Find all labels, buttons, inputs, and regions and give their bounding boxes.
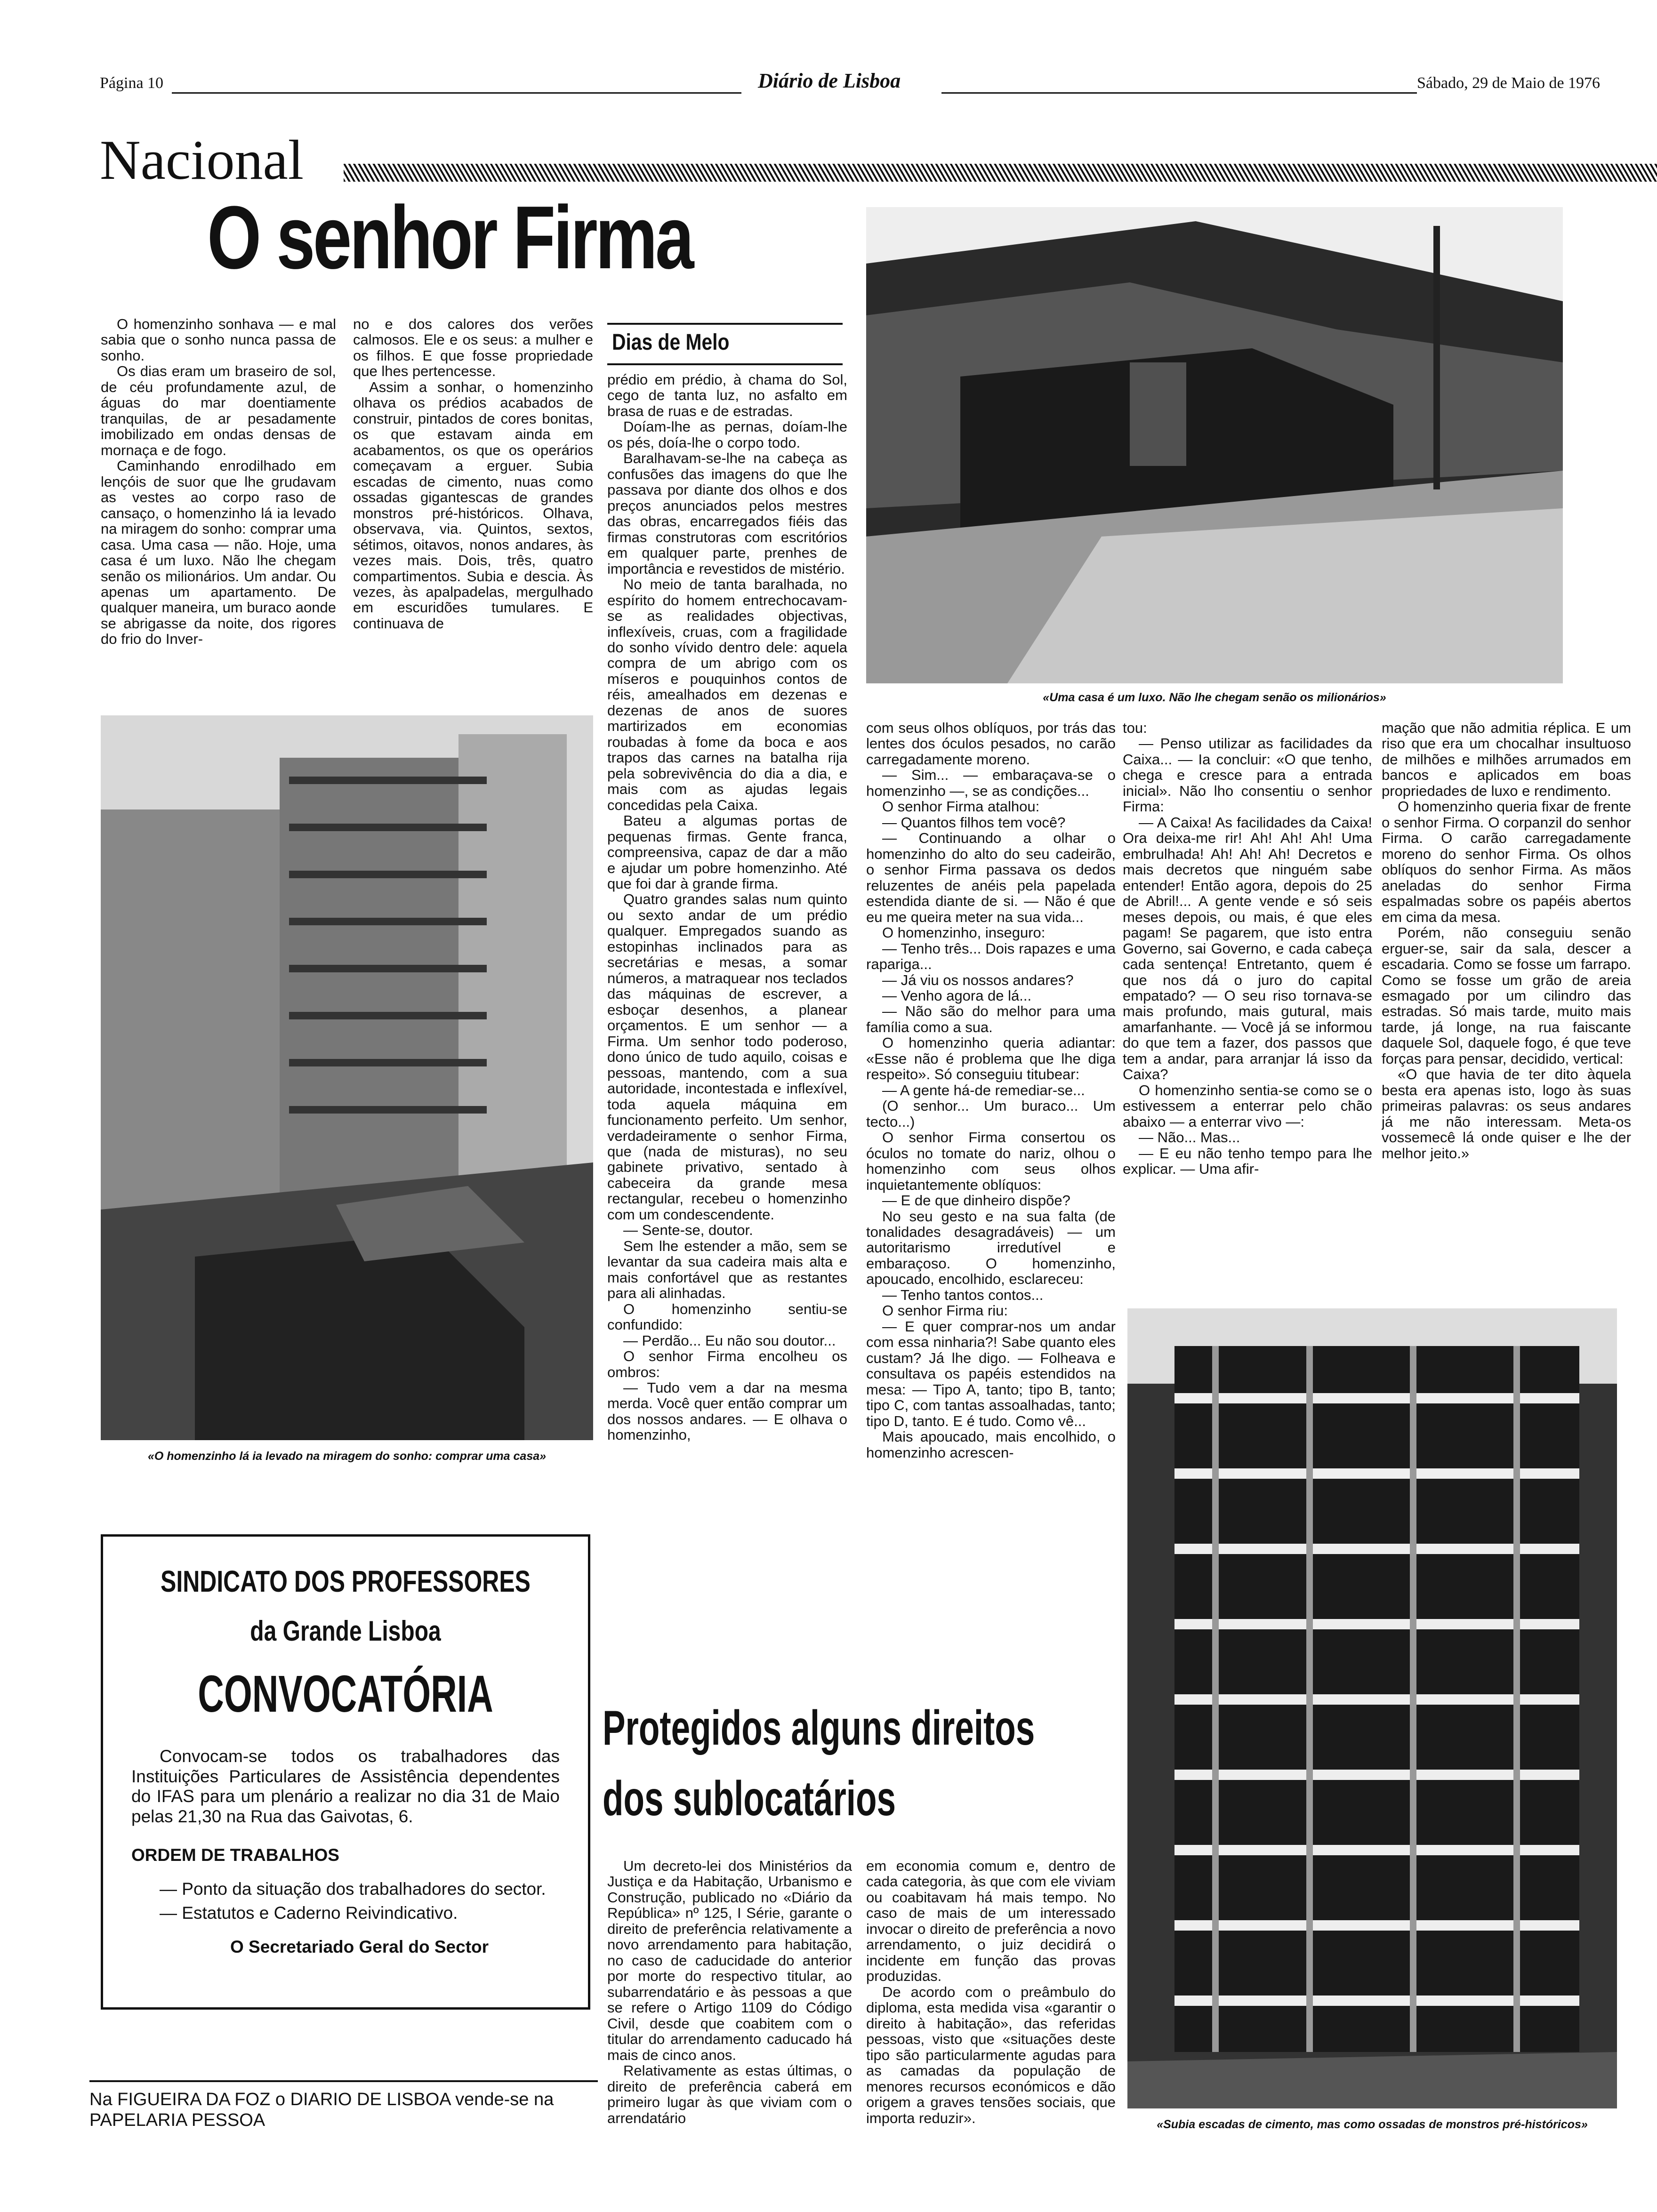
ad-title-region: da Grande Lisboa	[250, 1615, 441, 1647]
paragraph: Sem lhe estender a mão, sem se levantar da sua cadeira mais alta e mais confortável que as restantes para ali alinhadas.	[607, 1237, 847, 1302]
paragraph: Bateu a algumas portas de pequenas firmas. Gente franca, compreensiva, capaz de dar a mão e ajudar um pobre homenzinho. Até que foi dar à grande firma.	[607, 812, 847, 892]
ad-order-title: ORDEM DE TRABALHOS	[131, 1845, 339, 1865]
article-col-1	[101, 316, 336, 693]
ad-item-1: — Ponto da situação dos trabalhadores do sector.	[160, 1879, 546, 1899]
article-title: O senhor Firma	[207, 188, 692, 288]
paragraph: — A Caixa! As facilidades da Caixa! Ora deixa-me rir! Ah! Ah! Ah! Uma embrulhada! Ah! Ah! Ah! Decretos e mais decretos que ninguém sabe entender! Então agora, depois do 25 de Abril!... A gente vende e só seis meses depois, ou mais, é que eles pagam! Se pagarem, que isto entra Governo, sai Governo, e cada cabeça cada sentença! Entretanto, quem é que nos dá o juro do capital empatado? — O seu riso tornava-se mais profundo, mais gutural, mais amarfanhante. — Você já se informou do que tem a fazer, dos passos que tem a andar, para arranjar lá isso da Caixa?	[1123, 814, 1372, 1083]
paragraph: Doíam-lhe as pernas, doíam-lhe os pés, doía-lhe o corpo todo.	[607, 418, 847, 451]
paragraph: — Tudo vem a dar na mesma merda. Você quer então comprar um dos nossos andares. — E olhava o homenzinho,	[607, 1379, 847, 1443]
paragraph: Baralhavam-se-lhe na cabeça as confusões das imagens do que lhe passava por diante dos olhos e dos preços anunciados pelos mestres das obras, encarregados fiéis das firmas construtoras com escritórios em qualquer parte, prenhes de importância e revestidos de mistério.	[607, 450, 847, 577]
ad-body: Convocam-se todos os trabalhadores das Instituições Particulares de Assistência dependentes do IFAS para um plenário a realizar no dia 31 de Maio pelas 21,30 na Rua das Gaivotas, 6.	[131, 1747, 560, 1826]
article2-col-1	[607, 1858, 852, 2206]
paragraph: no e dos calores dos verões calmosos. Ele e os seus: a mulher e os filhos. E que fosse propriedade que lhes pertencesse.	[353, 316, 593, 380]
apartment-illustration	[101, 715, 593, 1440]
paragraph: No meio de tanta baralhada, no espírito do homem entrechocavam-se as realidades objectivas, inflexíveis, cruas, com a fragilidade do sonho vívido dentro dele: aquela compra de um abrigo com os míseros e pouquinhos contos de réis, amealhados em dezenas e dezenas de anos de suores martirizados em economias roubadas à fome da boca e aos trapos das carnes na batalha rija pela sobrevivência do dia a dia, e mais com as ajudas legais concedidas pela Caixa.	[607, 576, 847, 813]
union-notice-box	[101, 1534, 590, 2010]
paragraph: No seu gesto e na sua falta (de tonalidades desagradáveis) — um autoritarismo irredutível e embaraçoso. O homenzinho, apoucado, encolhido, esclareceu:	[866, 1208, 1116, 1288]
paragraph: — Não são do melhor para uma família como a sua.	[866, 1003, 1116, 1035]
section-hatch	[344, 164, 1657, 182]
article2-col-2	[866, 1858, 1116, 2206]
paragraph: Um decreto-lei dos Ministérios da Justiça e da Habitação, Urbanismo e Construção, publicado no «Diário da República» nº 125, I Série, garante o direito de preferência relativamente a novo arrendamento para habitação, no caso de caducidade do anterior por morte do respectivo titular, ao subarrendatário e às pessoas a que se refere o Artigo 1109 do Código Civil, desde que coabitem com o titular do arrendamento caducado há mais de cinco anos.	[607, 1858, 852, 2063]
photo-building-skeleton	[1127, 1308, 1617, 2108]
paragraph: Relativamente as estas últimas, o direito de preferência caberá em primeiro lugar às que viviam com o arrendatário	[607, 2062, 852, 2126]
paragraph: — Quantos filhos tem você?	[882, 814, 1066, 831]
paragraph: O homenzinho sentiu-se confundido:	[607, 1300, 847, 1333]
paragraph: O homenzinho sonhava — e mal sabia que o sonho nunca passa de sonho.	[101, 316, 336, 364]
paragraph: — Continuando a olhar o homenzinho do alto do seu cadeirão, o senhor Firma passava os dedos reluzentes de anéis pela papelada estendida diante de si. — Não é que eu me queira meter na sua vida...	[866, 830, 1116, 925]
notice-text: Na FIGUEIRA DA FOZ o DIARIO DE LISBOA vende-se na PAPELARIA PESSOA	[89, 2090, 554, 2130]
paragraph: prédio em prédio, à chama do Sol, cego de tanta luz, no asfalto em brasa de ruas e de estradas.	[607, 372, 847, 419]
paragraph: — E quer comprar-nos um andar com essa ninharia?! Sabe quanto eles custam? Já lhe digo. — Folheava e consultava os papéis estendidos na mesa: — Tipo A, tanto; tipo B, tanto; tipo C, com tantas assoalhadas, tanto; tipo D, tanto. E é tudo. Como vê...	[866, 1318, 1116, 1429]
paragraph: tou:	[1123, 720, 1147, 736]
article-col-4	[866, 720, 1116, 1661]
paragraph: Quatro grandes salas num quinto ou sexto andar de um prédio qualquer. Empregados suando as estopinhas inclinados para as secretárias e mesas, a somar números, a matraquear nos teclados das máquinas de escrever, a esboçar desenhos, a planear orçamentos. E um senhor — a Firma. Um senhor todo poderoso, dono único de tudo aquilo, coisas e pessoas, mantendo, com a sua autoridade, incontestada e inflexível, toda aquela máquina em funcionamento perfeito. Um senhor, verdadeiramente o senhor Firma, que (nada de misturas), no seu gabinete privativo, sentado à cabeceira da grande mesa rectangular, recebeu o homenzinho com um condescendente.	[607, 891, 847, 1223]
paragraph: O senhor Firma encolheu os ombros:	[607, 1348, 847, 1380]
paragraph: — Perdão... Eu não sou doutor...	[623, 1332, 836, 1349]
paragraph: — E de que dinheiro dispõe?	[882, 1192, 1070, 1209]
paragraph: — A gente há-de remediar-se...	[882, 1082, 1085, 1098]
paragraph: O homenzinho queria adiantar: «Esse não é problema que lhe diga respeito». Só conseguiu titubear:	[866, 1034, 1116, 1083]
paragraph: Porém, não conseguiu senão erguer-se, sair da sala, descer a escadaria. Como se fosse um farrapo. Como se fosse um grão de areia esmagado por um cilindro das estradas. Só mais tarde, muito mais tarde, já longe, na rua faiscante daquele Sol, daquele fogo, é que teve forças para pensar, decidido, vertical:	[1382, 924, 1631, 1067]
paragraph: O homenzinho sentia-se como se o estivessem a enterrar pelo chão abaixo — a enterrar vivo —:	[1123, 1082, 1372, 1130]
article2-title-line1: Protegidos alguns direitos	[603, 1701, 1035, 1755]
paragraph: (O senhor... Um buraco... Um tecto...)	[866, 1098, 1116, 1130]
paragraph: Caminhando enrodilhado em lençóis de suor que lhe grudavam as vestes ao corpo raso de cansaço, o homenzinho lá ia levado na miragem do sonho: comprar uma casa. Uma casa — não. Hoje, uma casa é um luxo. Não lhe chegam senão os milionários. Um andar. Ou apenas um apartamento. De qualquer maneira, um buraco aonde se abrigasse da noite, dos rigores do frio do Inver-	[101, 457, 336, 648]
ad-signature: O Secretariado Geral do Sector	[230, 1937, 489, 1956]
header-rule-right	[941, 92, 1417, 94]
paragraph: O senhor Firma atalhou:	[882, 798, 1040, 815]
photo-wooden-shacks	[866, 207, 1563, 683]
paragraph: com seus olhos oblíquos, por trás das lentes dos óculos pesados, no carão carregadamente moreno.	[866, 720, 1116, 768]
ad-title-convocation: CONVOCATÓRIA	[198, 1665, 493, 1723]
paragraph: em economia comum e, dentro de cada categoria, às que com ele viviam ou coabitavam há mais tempo. No caso de mais de um interessado invocar o direito de preferência a novo arrendamento, o juiz decidirá o incidente em função das provas produzidas.	[866, 1858, 1116, 1985]
shacks-illustration	[866, 207, 1563, 683]
paragraph: — Não... Mas...	[1139, 1129, 1240, 1146]
paragraph: O senhor Firma consertou os óculos no tomate do nariz, olhou o homenzinho com seus olhos inquietantemente oblíquos:	[866, 1129, 1116, 1193]
paragraph: — Penso utilizar as facilidades da Caixa... — Ia concluir: «O que tenho, chega e cresce para a entrada inicial». Não lho consentiu o senhor Firma:	[1123, 735, 1372, 815]
left-photo-caption: «O homenzinho lá ia levado na miragem do sonho: comprar uma casa»	[147, 1450, 547, 1463]
paragraph: Mais apoucado, mais encolhido, o homenzinho acrescen-	[866, 1428, 1116, 1461]
ad-item-2: — Estatutos e Caderno Reivindicativo.	[160, 1903, 458, 1923]
paragraph: O homenzinho, inseguro:	[882, 924, 1046, 941]
paragraph: — Já viu os nossos andares?	[882, 971, 1074, 988]
paragraph: «O que havia de ter dito àquela besta era apenas isto, logo às suas primeiras palavras: os seus andares já me não interessam. Meta-os vossemecê lá onde quiser e lhe der melhor jeito.»	[1382, 1066, 1631, 1162]
paragraph: — E eu não tenho tempo para lhe explicar. — Uma afir-	[1123, 1145, 1372, 1178]
paragraph: O senhor Firma riu:	[882, 1302, 1008, 1319]
page-date: Sábado, 29 de Maio de 1976	[1417, 74, 1601, 92]
article2-title-line2: dos sublocatários	[603, 1771, 896, 1826]
byline-rule-top	[607, 323, 843, 325]
article-col-6	[1382, 720, 1631, 1280]
paragraph: mação que não admitia réplica. E um riso que era um chocalhar insultuoso de milhões e milhões arrumados em bancos e aplicados em boas propriedades de luxo e rendimento.	[1382, 720, 1631, 799]
byline: Dias de Melo	[612, 330, 730, 355]
masthead: Diário de Lisboa	[758, 69, 901, 92]
paragraph: Assim a sonhar, o homenzinho olhava os prédios acabados de construir, pintados de cores bonitas, os que estavam ainda em acabamentos, os que os operários começavam a erguer. Subia escadas de cimento, nuas como ossadas gigantescas de grandes monstros pré-históricos. Olhava, observava, via. Quintos, sextos, sétimos, oitavos, nonos andares, às vezes mais. Dois, três, quatro compartimentos. Subia e descia. Às vezes, às apalpadelas, mergulhado em escuridões tumulares. E continuava de	[353, 378, 593, 632]
paragraph: Os dias eram um braseiro de sol, de céu profundamente azul, de águas do mar doentiamente tranquilas, de ar pesadamente imobilizado em ondas densas de mornaça e de fogo.	[101, 363, 336, 458]
paragraph: — Sente-se, doutor.	[623, 1222, 753, 1239]
byline-rule-bottom	[607, 363, 843, 365]
paragraph: — Venho agora de lá...	[882, 987, 1032, 1004]
paragraph: — Tenho três... Dois rapazes e uma rapariga...	[866, 940, 1116, 973]
paragraph: De acordo com o preâmbulo do diploma, esta medida visa «garantir o direito à habitação», das referidas pessoas, visto que «situações deste tipo são particularmente agudas para as camadas da população de menores recursos económicos e dão origem a graves tensões sociais, que importa reduzir».	[866, 1983, 1116, 2126]
article-col-2	[353, 316, 593, 693]
page-number: Página 10	[100, 74, 164, 92]
notice-rule	[89, 2080, 598, 2082]
paragraph: O homenzinho queria fixar de frente o senhor Firma. O corpanzil do senhor Firma. O carão carregadamente moreno do senhor Firma. Os olhos oblíquos do senhor Firma. As mãos aneladas do senhor Firma espalmadas sobre os papéis abertos em cima da mesa.	[1382, 798, 1631, 925]
paragraph: — Tenho tantos contos...	[882, 1286, 1044, 1303]
article-col-3	[607, 372, 847, 1661]
article-col-5	[1123, 720, 1372, 1280]
ad-title-union: SINDICATO DOS PROFESSORES	[161, 1564, 531, 1598]
right-photo-caption: «Subia escadas de cimento, mas como ossadas de monstros pré-históricos»	[1157, 2118, 1588, 2131]
section-title: Nacional	[100, 128, 304, 191]
header-rule-left	[172, 92, 741, 94]
paragraph: — Sim... — embaraçava-se o homenzinho —, se as condições...	[866, 767, 1116, 799]
skeleton-illustration	[1127, 1308, 1617, 2108]
photo-apartment-block-slum	[101, 715, 593, 1440]
top-photo-caption: «Uma casa é um luxo. Não lhe chegam senão os milionários»	[1043, 691, 1386, 704]
